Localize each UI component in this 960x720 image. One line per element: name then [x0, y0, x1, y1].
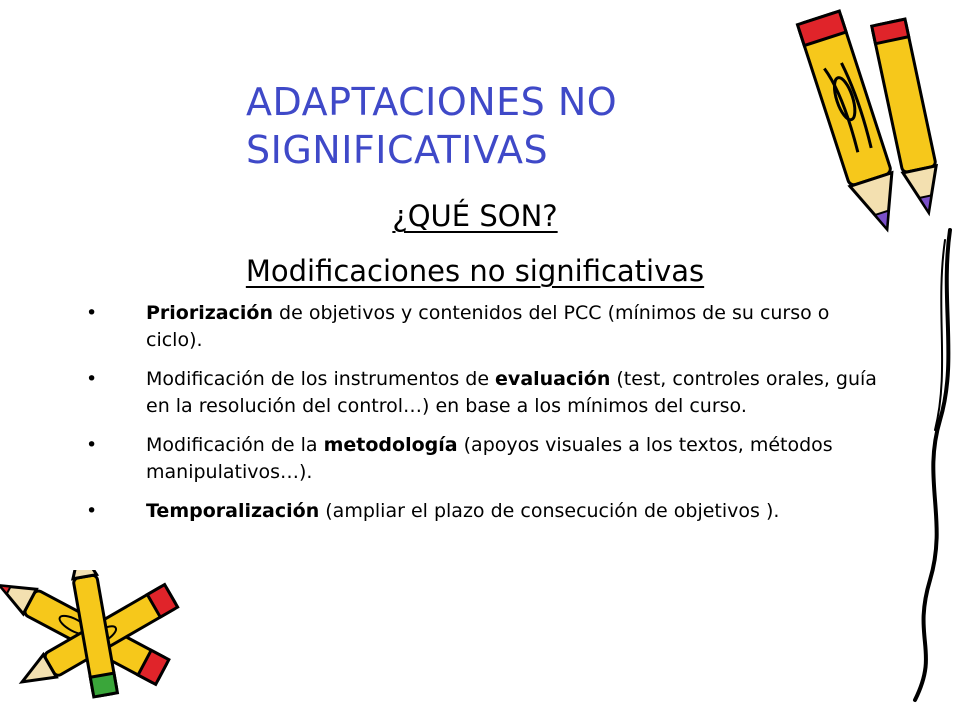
- bullet-list: [80, 300, 880, 537]
- bullet-marker: •: [86, 302, 98, 324]
- bullet-keyword: metodología: [323, 434, 458, 456]
- slide-title-line1: ADAPTACIONES NO: [246, 80, 618, 124]
- bullet-item: [80, 432, 880, 486]
- bullet-text-pre: Modificación de la: [146, 434, 324, 456]
- bullet-item: [80, 366, 880, 420]
- bullet-text-post: de objetivos y contenidos del PCC (mínimos de su curso o ciclo).: [146, 302, 830, 351]
- bullet-keyword: evaluación: [495, 368, 611, 390]
- subheading: Modificaciones no significativas: [245, 254, 705, 288]
- bullet-marker: •: [86, 368, 98, 390]
- bullet-text-pre: Modificación de los instrumentos de: [146, 368, 496, 390]
- bullet-keyword: Priorización: [146, 302, 273, 324]
- bullet-keyword: Temporalización: [146, 500, 320, 522]
- question-heading: ¿QUÉ SON?: [392, 199, 558, 233]
- bullet-marker: •: [86, 500, 98, 522]
- bullet-text-post: (ampliar el plazo de consecución de objetivos ).: [319, 500, 780, 522]
- slide-title: [246, 78, 806, 174]
- slide-title-line2: SIGNIFICATIVAS: [246, 128, 549, 172]
- bullet-marker: •: [86, 434, 98, 456]
- bullet-item: [80, 300, 880, 354]
- bullet-text-post: (apoyos visuales a los textos, métodos manipulativos…).: [146, 434, 833, 483]
- bullet-item: [80, 498, 880, 525]
- bullet-text-post: (test, controles orales, guía en la resolución del control…) en base a los mínimos del curso.: [146, 368, 877, 417]
- pencil-icon: [0, 570, 200, 720]
